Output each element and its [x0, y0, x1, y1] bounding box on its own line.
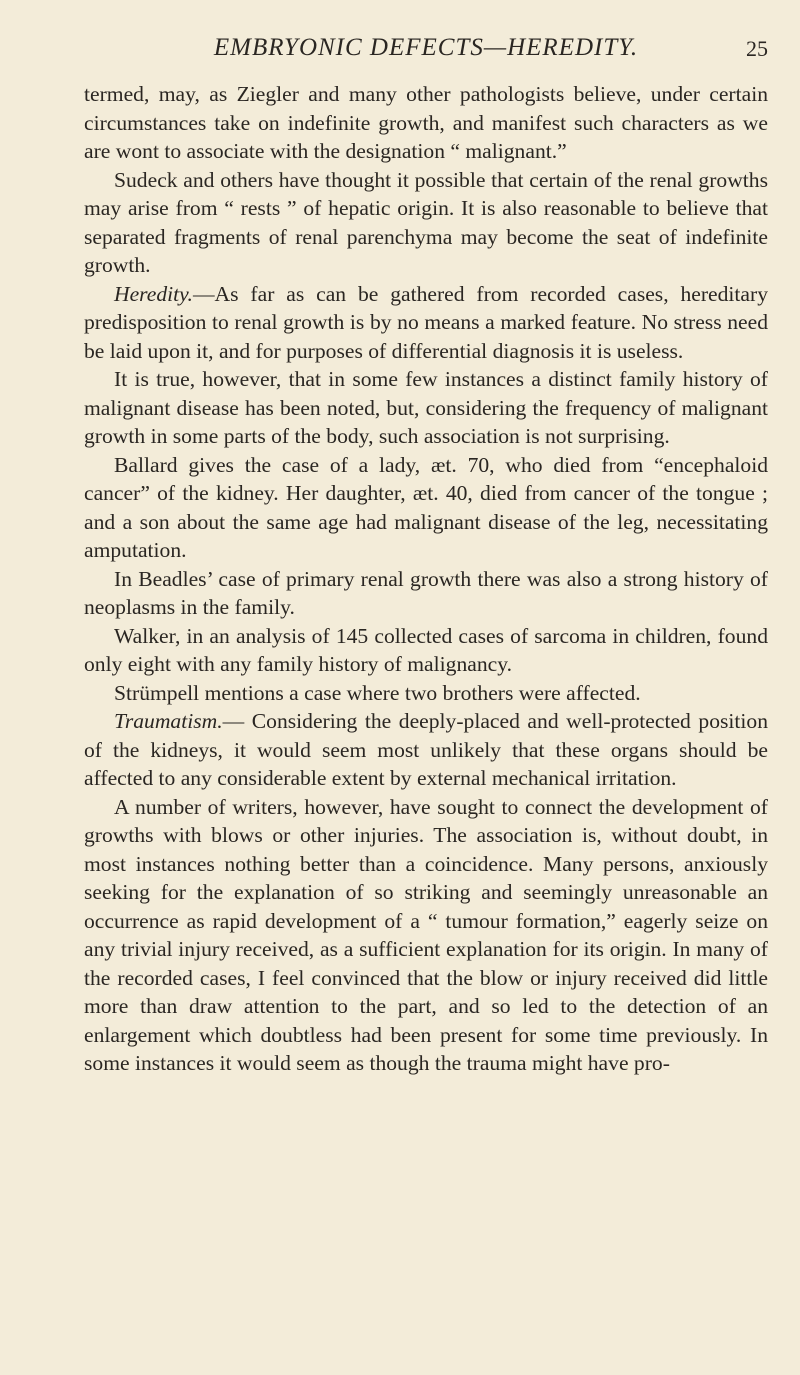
page-number: 25: [746, 36, 768, 61]
paragraph-text: A number of writers, however, have sought to connect the development of growths with blows or other injuries. The association is, without doubt, in most instances nothing better than a coincidence. Many persons, anxiously seeking for the explanation of so striking and seemingly unreasonable an occurrence as rapid development of a “ tumour formation,” eagerly seize on any trivial injury received, as a sufficient explanation for its origin. In many of the recorded cases, I feel convinced that the blow or injury received did little more than draw attention to the part, and so led to the detection of an enlargement which doubtless had been present for some time previously. In some instances it would seem as though the trauma might have pro-: [84, 794, 768, 1075]
paragraph-2: [84, 166, 768, 280]
paragraph-text: In Beadles’ case of primary renal growth there was also a strong history of neoplasms in the family.: [84, 566, 768, 619]
paragraph-7: [84, 622, 768, 679]
paragraph-text: Sudeck and others have thought it possible that certain of the renal growths may arise from “ rests ” of hepatic origin. It is also reasonable to believe that separated fragments of renal parenchyma may become the seat of indefinite growth.: [84, 167, 768, 277]
section-heading-traumatism: Traumatism.: [114, 709, 223, 733]
paragraph-text: Strümpell mentions a case where two brothers were affected.: [114, 680, 641, 705]
paragraph-5: [84, 451, 768, 565]
paragraph-text: Walker, in an analysis of 145 collected cases of sarcoma in children, found only eight with any family history of malignancy.: [84, 623, 768, 676]
paragraph-text: termed, may, as Ziegler and many other pathologists believe, under certain circumstances take on indefinite growth, and manifest such characters as we are wont to associate with the designation “ malignant.”: [84, 82, 768, 163]
paragraph-traumatism: [84, 707, 768, 793]
paragraph-text: Ballard gives the case of a lady, æt. 70, who died from “encephaloid cancer” of the kidney. Her daughter, æt. 40, died from cancer of the tongue ; and a son about the same age had malignant disease of the leg, necessitating amputation.: [84, 452, 768, 562]
body-text: [84, 80, 768, 1078]
section-heading-heredity: Heredity.: [114, 281, 193, 306]
paragraph-1: [84, 80, 768, 166]
paragraph-6: [84, 565, 768, 622]
paragraph-heredity: [84, 280, 768, 366]
paragraph-10: [84, 793, 768, 1078]
running-title: EMBRYONIC DEFECTS—HEREDITY.: [213, 34, 639, 61]
paragraph-text: —As far as can be gathered from recorded cases, hereditary predisposition to renal growth is by no means a marked feature. No stress need be laid upon it, and for purposes of differential diagnosis it is useless.: [84, 281, 768, 363]
paragraph-text: — Considering the deeply-placed and well-protected position of the kidneys, it would seem most unlikely that these organs should be affected to any considerable extent by external mechanical irritation.: [84, 709, 768, 790]
paragraph-text: It is true, however, that in some few instances a distinct family history of malignant disease has been noted, but, considering the frequency of malignant growth in some parts of the body, such association is not surprising.: [84, 367, 768, 448]
running-head: [84, 34, 768, 74]
paragraph-8: [84, 679, 768, 708]
paragraph-4: [84, 365, 768, 451]
book-page: [84, 34, 768, 1078]
